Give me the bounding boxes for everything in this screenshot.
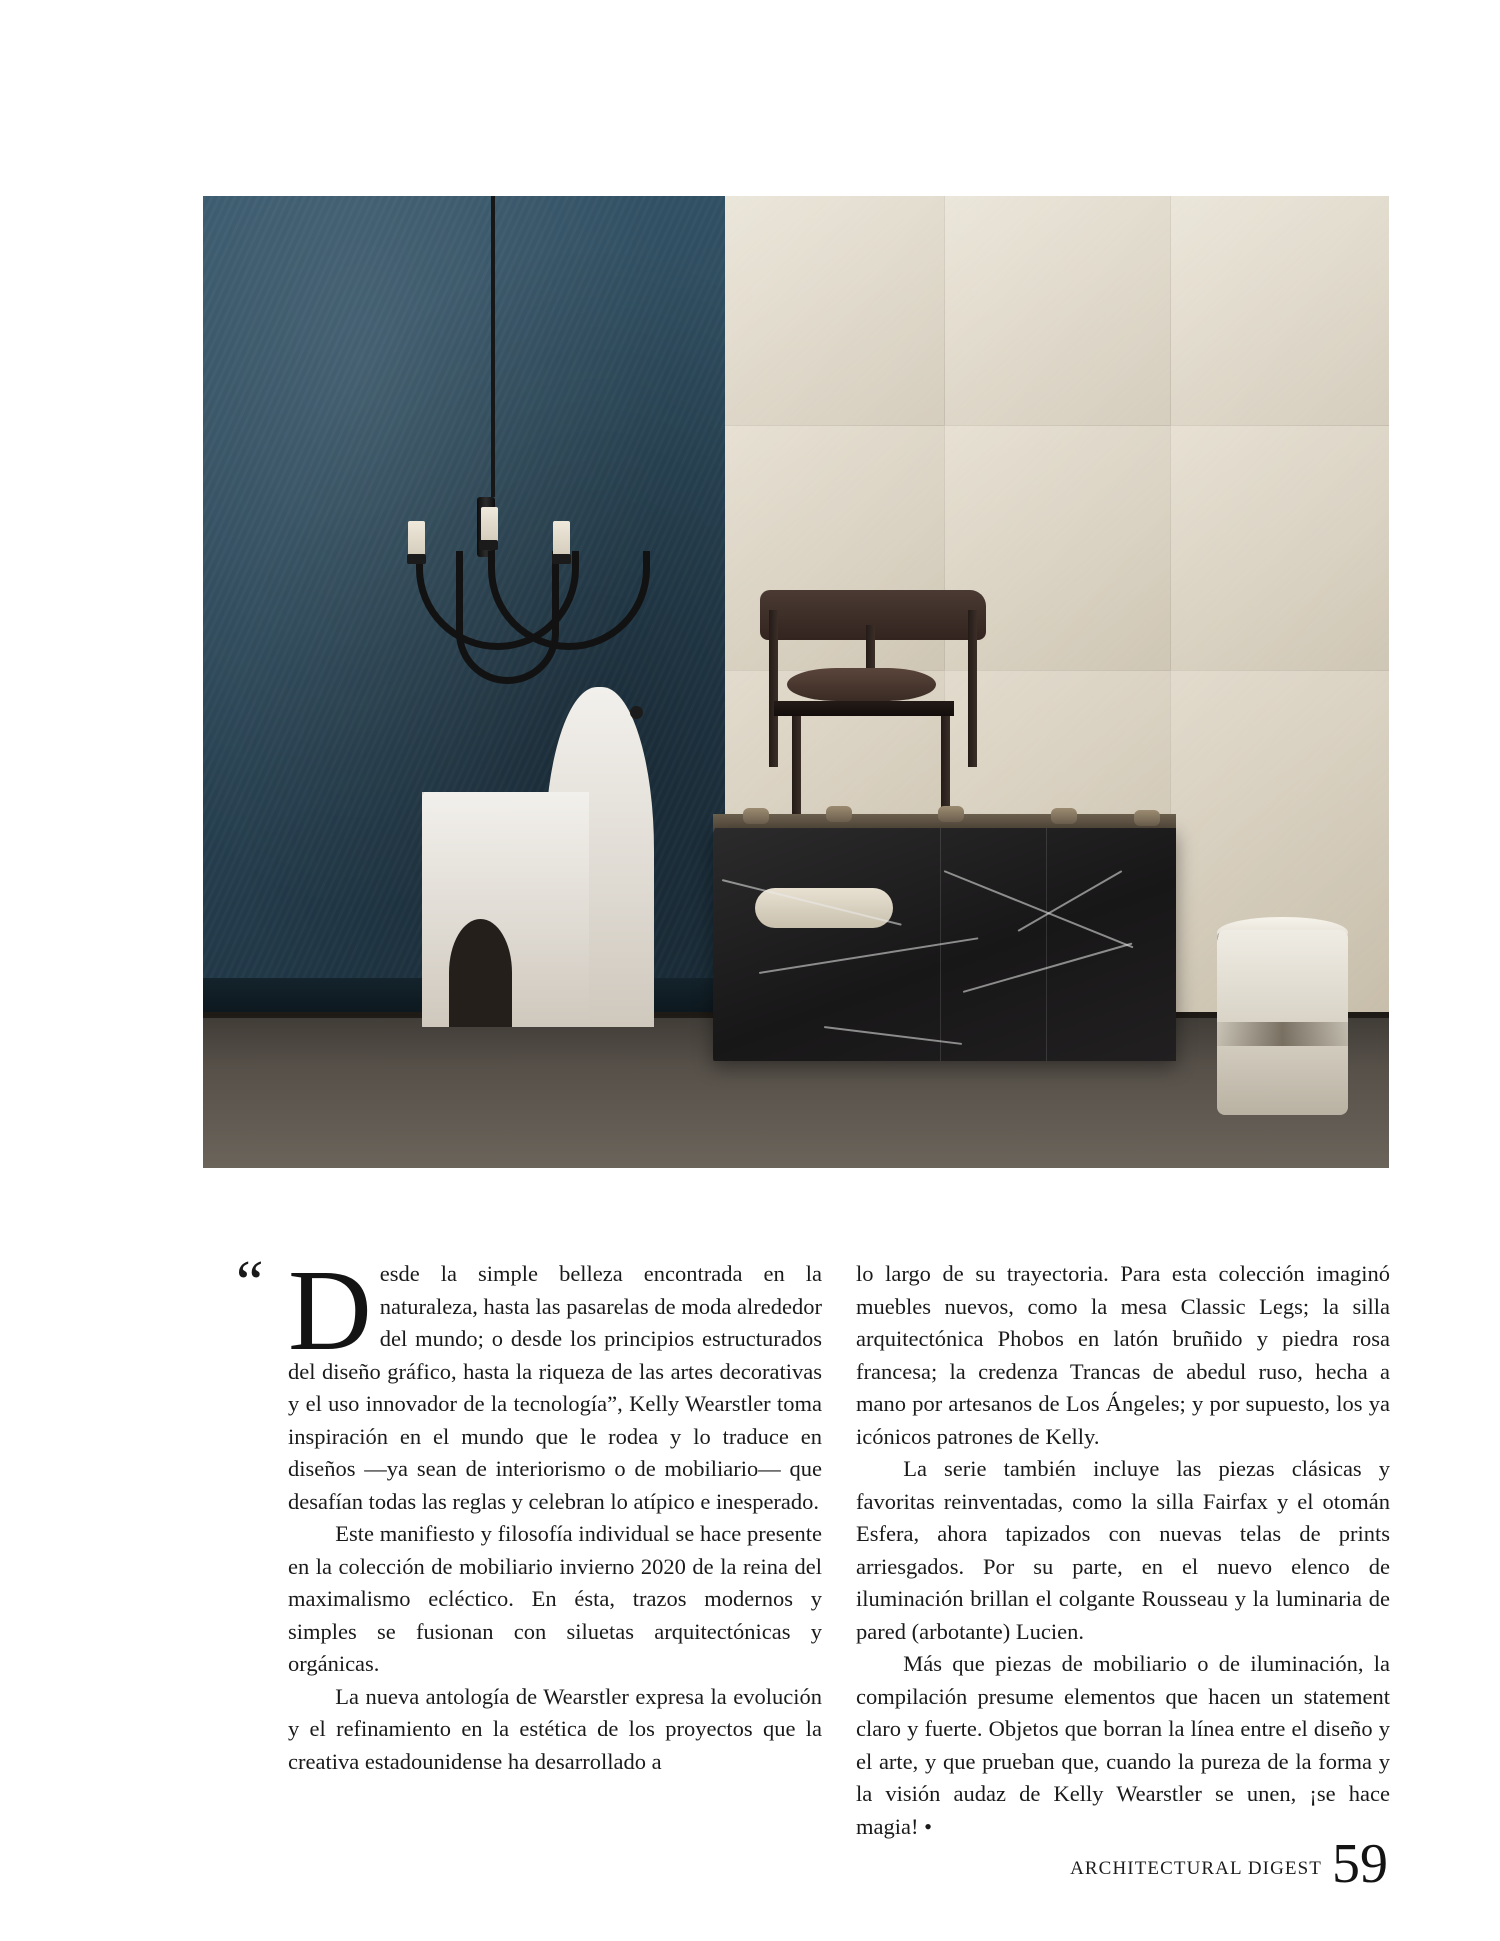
magazine-name: ARCHITECTURAL DIGEST xyxy=(1070,1858,1322,1879)
paragraph-text: lo largo de su trayectoria. Para esta colección imaginó muebles nuevos, como la mesa Classic Legs; la silla arquitectónica Phobos en latón bruñido y piedra rosa francesa; la credenza Trancas de abedul ruso, hecha a mano por artesanos de Los Ángeles; y por supuesto, los ya icónicos patrones de Kelly. xyxy=(856,1261,1390,1449)
chandelier-socket xyxy=(479,540,498,550)
chandelier-socket xyxy=(552,554,571,564)
white-marble-chair xyxy=(422,687,653,1027)
paragraph xyxy=(856,1648,1390,1843)
editorial-photo xyxy=(203,196,1389,1168)
paragraph-text: Más que piezas de mobiliario o de iluminación, la compilación presume elementos que hacen un statement claro y fuerte. Objetos que borran la línea entre el diseño y el arte, y que prueban que, cuando la pureza de la forma y la visión audaz de Kelly Wearstler se unen, ¡se hace magia! • xyxy=(856,1651,1390,1839)
paragraph-text: esde la simple belleza encontrada en la naturaleza, hasta las pasarelas de moda alrededor del mundo; o desde los principios estructurados del diseño gráfico, hasta la riqueza de las artes decorativas y el uso innovador de la tecnología”, Kelly Wearstler toma inspiración en el mundo que le rodea y lo traduce en diseños —ya sean de interiorismo o de mobiliario— que desafían todas las reglas y celebran lo atípico e inesperado. xyxy=(288,1261,822,1514)
paragraph xyxy=(288,1518,822,1681)
chair-eye-detail xyxy=(630,706,643,719)
paragraph xyxy=(856,1453,1390,1648)
stone-stool-vein xyxy=(1217,1022,1347,1046)
paragraph-text: La nueva antología de Wearstler expresa la evolución y el refinamiento en la estética de los proyectos que la creativa estadounidense ha desarrollado a xyxy=(288,1683,822,1774)
leather-chair xyxy=(760,590,985,843)
chair-seat-block xyxy=(422,792,589,1027)
open-quote-mark: “ xyxy=(236,1249,264,1317)
photo-scene xyxy=(203,196,1389,1168)
page-footer xyxy=(1070,1832,1388,1895)
paragraph xyxy=(288,1681,822,1779)
chair-arch-cutout xyxy=(449,919,512,1027)
chandelier-cord xyxy=(491,196,495,497)
article-body xyxy=(236,1247,1391,1843)
paragraph xyxy=(236,1247,822,1518)
column-left xyxy=(236,1247,822,1843)
chair-apron xyxy=(774,701,954,716)
chair-round-seat xyxy=(787,668,936,701)
paragraph-text: Este manifiesto y filosofía individual se hace presente en la colección de mobiliario invierno 2020 de la reina del maximalismo ecléctico. En ésta, trazos modernos y simples se fusionan con siluetas arquitectónicas y orgánicas. xyxy=(288,1521,822,1676)
drop-cap: D xyxy=(288,1247,372,1375)
column-right xyxy=(856,1258,1390,1843)
chandelier-socket xyxy=(407,554,426,564)
page-number: 59 xyxy=(1332,1832,1388,1895)
paragraph-text: La serie también incluye las piezas clásicas y favoritas reinventadas, como la silla Fairfax y el otomán Esfera, ahora tapizados con nuevas telas de prints arriesgados. Por su parte, en el nuevo elenco de iluminación brillan el colgante Rousseau y la luminaria de pared (arbotante) Lucien. xyxy=(856,1456,1390,1644)
black-marble-credenza xyxy=(713,828,1176,1061)
paragraph xyxy=(856,1258,1390,1453)
